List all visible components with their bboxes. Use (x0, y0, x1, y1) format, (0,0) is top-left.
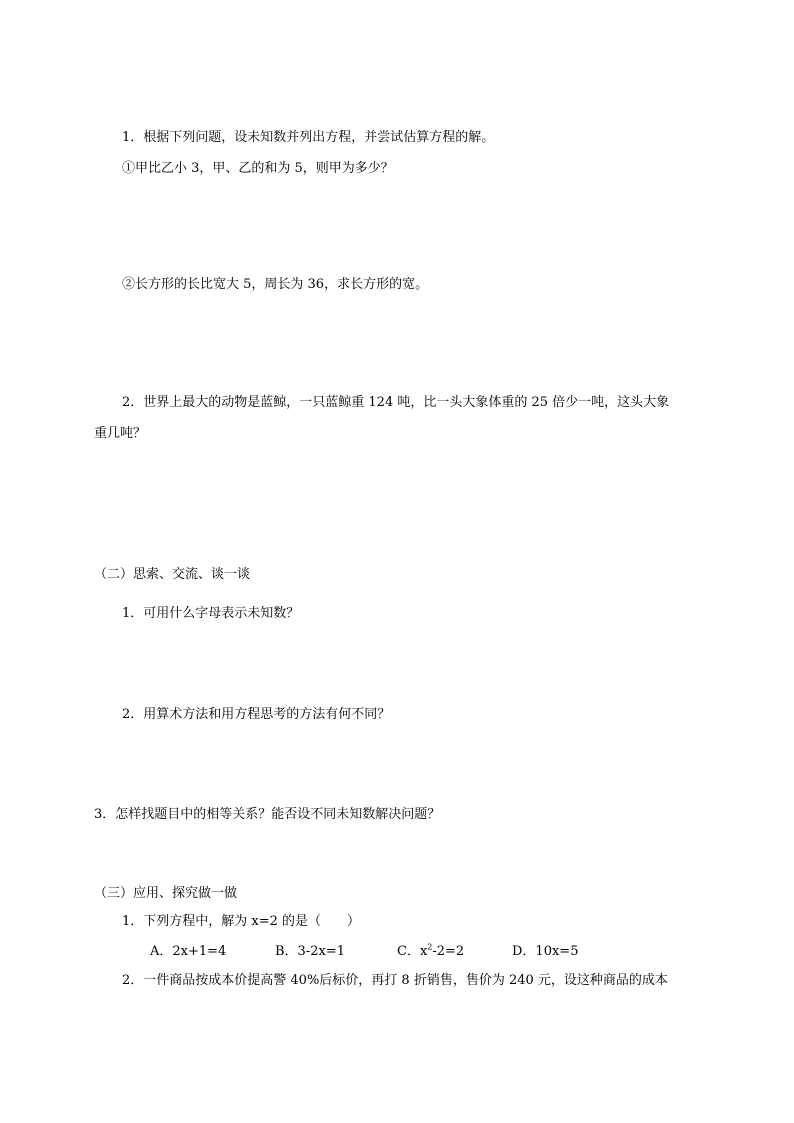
section-2-question-3: 3．怎样找题目中的相等关系？能否设不同未知数解决问题？ (94, 807, 441, 822)
question-1a: ①甲比乙小 3，甲、乙的和为 5，则甲为多少？ (122, 161, 394, 176)
section-2-question-1: 1．可用什么字母表示未知数？ (122, 606, 300, 621)
option-b: B．3-2x=1 (275, 944, 345, 959)
question-1-intro: 1．根据下列问题，设未知数并列出方程，并尝试估算方程的解。 (122, 130, 495, 145)
question-2-line2: 重几吨？ (94, 426, 147, 441)
option-c (397, 943, 464, 961)
section-3-heading: （三）应用、探究做一做 (94, 886, 238, 901)
option-c-base: C．x (397, 944, 428, 959)
option-d: D．10x=5 (512, 944, 579, 959)
section-3-question-2: 2．一件商品按成本价提高警 40%后标价，再打 8 折销售，售价为 240 元，设这种商品的成本 (122, 973, 668, 988)
section-3-question-1: 1．下列方程中，解为 x=2 的是（ ） (122, 914, 361, 929)
option-a: A．2x+1=4 (150, 944, 227, 959)
question-1b: ②长方形的长比宽大 5，周长为 36，求长方形的宽。 (122, 277, 429, 292)
section-2-heading: （二）思索、交流、谈一谈 (94, 567, 251, 582)
section-2-question-2: 2．用算术方法和用方程思考的方法有何不同？ (122, 707, 391, 722)
option-c-exponent: 2 (427, 942, 433, 952)
question-2-line1: 2．世界上最大的动物是蓝鲸，一只蓝鲸重 124 吨，比一头大象体重的 25 倍少一吨，这头大象 (122, 395, 670, 410)
option-c-rest: -2=2 (432, 944, 465, 959)
